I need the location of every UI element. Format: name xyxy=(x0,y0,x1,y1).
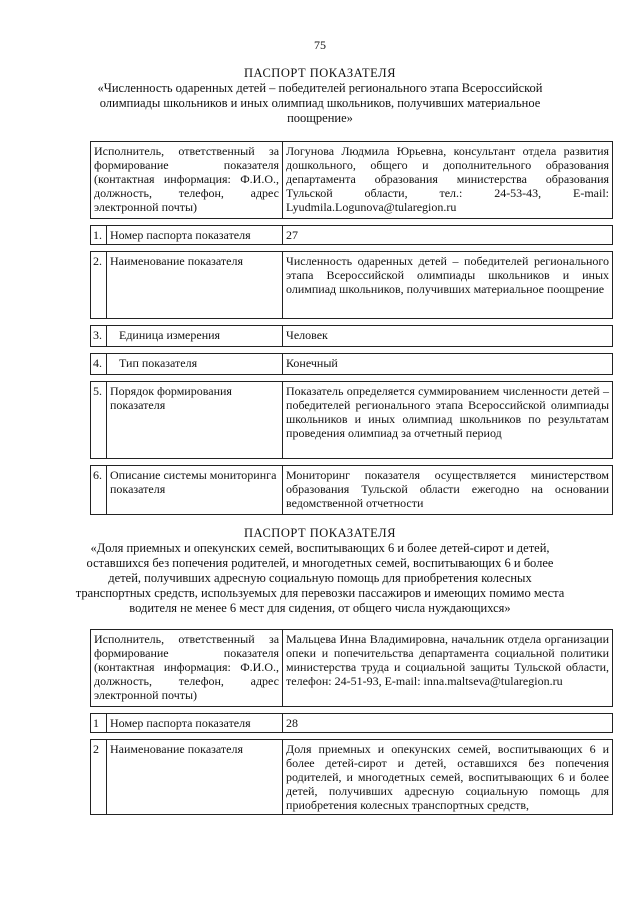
page-number: 75 xyxy=(314,38,326,52)
passport-1-table xyxy=(90,141,613,515)
executor-label: Исполнитель, ответственный за формирование показателя (контактная информация: Ф.И.О., должность, телефон, адрес электронной почты) xyxy=(91,630,283,707)
table-row xyxy=(91,252,613,319)
row-value: Доля приемных и опекунских семей, воспитывающих 6 и более детей-сирот и детей, оставшихся без попечения родителей, и многодетных семей, воспитывающих 6 и более детей, получивших адресную социальную помощь для приобретения колесных транспортных средств, xyxy=(283,740,613,815)
row-value: Конечный xyxy=(283,354,613,375)
row-number: 5. xyxy=(91,382,107,459)
table-row xyxy=(91,740,613,815)
row-value: Численность одаренных детей – победителей регионального этапа Всероссийской олимпиады школьников и иных олимпиад школьников, получивших материальное поощрение xyxy=(283,252,613,319)
executor-row xyxy=(91,630,613,707)
table-row xyxy=(91,326,613,347)
table-row xyxy=(91,354,613,375)
row-value: Человек xyxy=(283,326,613,347)
passport-1-title xyxy=(80,66,560,126)
table-row xyxy=(91,466,613,515)
row-label: Описание системы мониторинга показателя xyxy=(107,466,283,515)
row-value: Мониторинг показателя осуществляется министерством образования Тульской области ежегодно на основании ведомственной отчетности xyxy=(283,466,613,515)
row-label: Единица измерения xyxy=(107,326,283,347)
passport-2-title xyxy=(70,526,570,616)
row-label: Порядок формирования показателя xyxy=(107,382,283,459)
table-row xyxy=(91,714,613,733)
passport-1-heading: ПАСПОРТ ПОКАЗАТЕЛЯ xyxy=(244,66,396,80)
passport-2-subtitle: «Доля приемных и опекунских семей, воспитывающих 6 и более детей-сирот и детей, оставшихся без попечения родителей, и многодетных семей, воспитывающих 6 и более детей, получивших адресную социальную помощь для приобретения колесных транспортных средств, используемых для перевозки пассажиров и имеющих помимо места водителя не менее 6 мест для сидения, от общего числа нуждающихся» xyxy=(75,541,565,615)
row-number: 2 xyxy=(91,740,107,815)
row-number: 4. xyxy=(91,354,107,375)
row-value: 27 xyxy=(283,226,613,245)
table-row xyxy=(91,226,613,245)
row-number: 2. xyxy=(91,252,107,319)
executor-row xyxy=(91,142,613,219)
executor-value: Мальцева Инна Владимировна, начальник отдела организации опеки и попечительства департамента социальной политики министерства труда и социальной защиты Тульской области, телефон: 24-51-93, E-mail: inna.maltseva@tularegion.ru xyxy=(283,630,613,707)
row-number: 3. xyxy=(91,326,107,347)
executor-value: Логунова Людмила Юрьевна, консультант отдела развития дошкольного, общего и дополнительного образования департамента образования министерства образования Тульской области, тел.: 24-53-43, E-mail: Lyudmila.Logunova@tularegion.ru xyxy=(283,142,613,219)
row-label: Номер паспорта показателя xyxy=(107,226,283,245)
row-number: 1. xyxy=(91,226,107,245)
row-label: Номер паспорта показателя xyxy=(107,714,283,733)
passport-2-table xyxy=(90,629,613,815)
row-number: 1 xyxy=(91,714,107,733)
table-row xyxy=(91,382,613,459)
row-label: Тип показателя xyxy=(107,354,283,375)
row-value: Показатель определяется суммированием численности детей – победителей регионального этапа Всероссийской олимпиады школьников и иных олимпиад школьников по результатам проведения олимпиад за отчетный период xyxy=(283,382,613,459)
row-label: Наименование показателя xyxy=(107,740,283,815)
row-number: 6. xyxy=(91,466,107,515)
passport-2-heading: ПАСПОРТ ПОКАЗАТЕЛЯ xyxy=(244,526,396,540)
row-label: Наименование показателя xyxy=(107,252,283,319)
executor-label: Исполнитель, ответственный за формирование показателя (контактная информация: Ф.И.О., должность, телефон, адрес электронной почты) xyxy=(91,142,283,219)
passport-1-subtitle: «Численность одаренных детей – победителей регионального этапа Всероссийской олимпиады школьников и иных олимпиад школьников, получивших материальное поощрение» xyxy=(97,81,543,125)
row-value: 28 xyxy=(283,714,613,733)
